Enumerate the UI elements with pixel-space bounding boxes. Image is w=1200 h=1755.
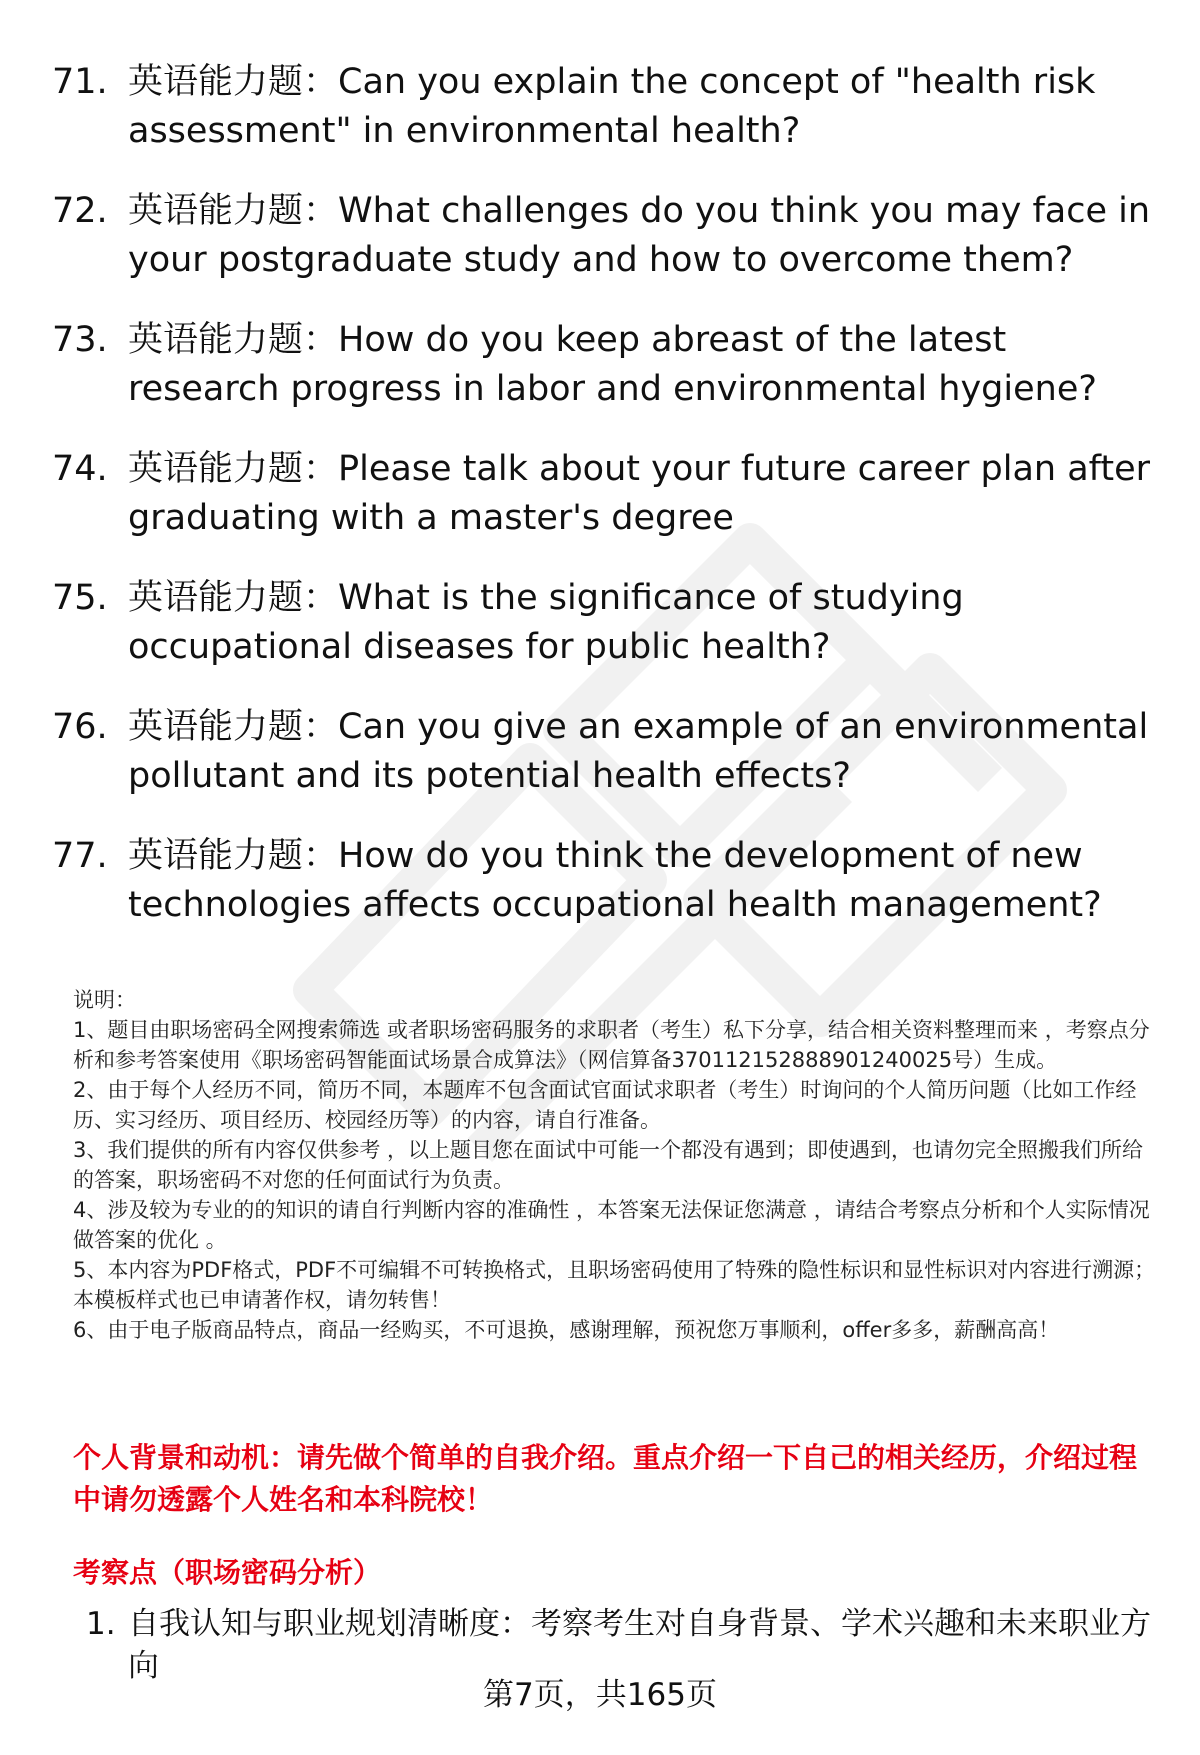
question-number: 71. — [52, 62, 108, 102]
question-item — [52, 187, 1162, 285]
question-text: 英语能力题：How do you think the development of new technologies affects occupational health management? — [128, 836, 1102, 925]
analysis-point-number: 1. — [86, 1606, 116, 1642]
question-text: 英语能力题：What challenges do you think you may face in your postgraduate study and how to overcome them? — [128, 191, 1151, 280]
question-number: 75. — [52, 578, 108, 618]
note-item: 2、由于每个人经历不同，简历不同，本题库不包含面试官面试求职者（考生）时询问的个人简历问题（比如工作经历、实习经历、项目经历、校园经历等）的内容，请自行准备。 — [73, 1078, 1137, 1132]
note-item: 6、由于电子版商品特点，商品一经购买，不可退换，感谢理解，预祝您万事顺利，offer多多，薪酬高高！ — [73, 1318, 1060, 1342]
note-item: 3、我们提供的所有内容仅供参考 ，以上题目您在面试中可能一个都没有遇到；即使遇到，也请勿完全照搬我们所给的答案，职场密码不对您的任何面试行为负责。 — [73, 1138, 1144, 1192]
question-item — [52, 703, 1162, 801]
question-list — [52, 58, 1162, 961]
note-item: 1、题目由职场密码全网搜索筛选 或者职场密码服务的求职者（考生）私下分享，结合相关资料整理而来 ，考察点分析和参考答案使用《职场密码智能面试场景合成算法》（网信算备370112152888901240025号）生成。 — [73, 1018, 1150, 1072]
note-item: 5、本内容为PDF格式，PDF不可编辑不可转换格式，且职场密码使用了特殊的隐性标识和显性标识对内容进行溯源；本模板样式也已申请著作权，请勿转售！ — [73, 1258, 1156, 1312]
question-text: 英语能力题：How do you keep abreast of the latest research progress in labor and environmental hygiene? — [128, 320, 1097, 409]
question-number: 76. — [52, 707, 108, 747]
question-number: 77. — [52, 836, 108, 876]
notes-section — [73, 985, 1163, 1345]
question-item — [52, 574, 1162, 672]
question-text: 英语能力题：What is the significance of studying occupational diseases for public health? — [128, 578, 964, 667]
question-number: 72. — [52, 191, 108, 231]
question-number: 73. — [52, 320, 108, 360]
section-heading: 个人背景和动机：请先做个简单的自我介绍。重点介绍一下自己的相关经历，介绍过程中请勿透露个人姓名和本科院校！ — [73, 1441, 1138, 1517]
question-text: 英语能力题：Please talk about your future career plan after graduating with a master's degree — [128, 449, 1151, 538]
question-number: 74. — [52, 449, 108, 489]
notes-title: 说明： — [73, 988, 136, 1012]
analysis-heading: 考察点（职场密码分析） — [73, 1556, 382, 1589]
question-text: 英语能力题：Can you give an example of an environmental pollutant and its potential health effects? — [128, 707, 1149, 796]
question-item — [52, 316, 1162, 414]
question-item — [52, 445, 1162, 543]
question-text: 英语能力题：Can you explain the concept of "health risk assessment" in environmental health? — [128, 62, 1096, 151]
question-item — [52, 832, 1162, 930]
question-item — [52, 58, 1162, 156]
analysis-point-text: 自我认知与职业规划清晰度：考察考生对自身背景、学术兴趣和未来职业方向 — [128, 1606, 1151, 1684]
note-item: 4、涉及较为专业的的知识的请自行判断内容的准确性 ，本答案无法保证您满意 ，请结合考察点分析和个人实际情况做答案的优化 。 — [73, 1198, 1150, 1252]
page-footer: 第7页，共165页 — [483, 1677, 717, 1713]
